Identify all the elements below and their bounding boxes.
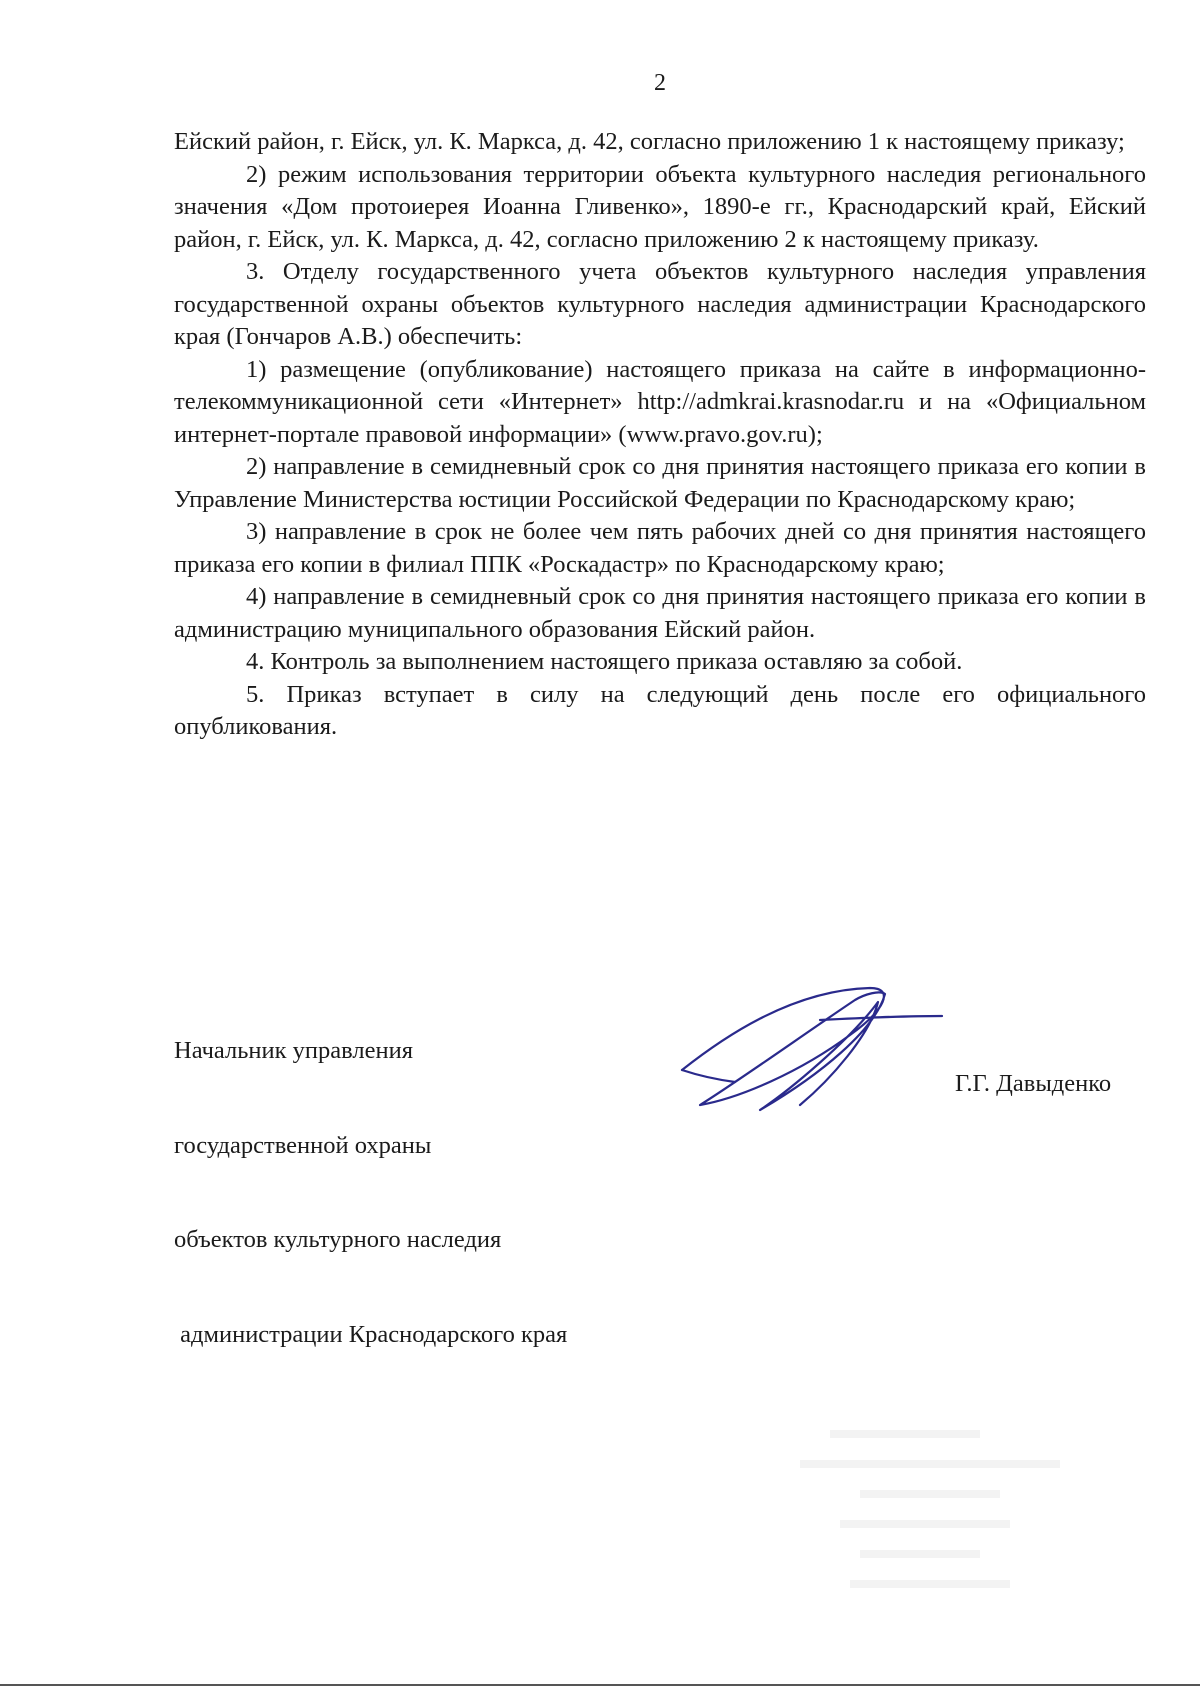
signatory-title-line: Начальник управления xyxy=(174,1037,413,1064)
paragraph-5: 2) направление в семидневный срок со дня принятия настоящего приказа его копии в Управление Министерства юстиции Российской Федерации по Краснодарскому краю; xyxy=(174,453,1146,513)
paragraph-9: 5. Приказ вступает в силу на следующий день после его официального опубликования. xyxy=(174,680,1146,740)
paragraph-2: 2) режим использования территории объекта культурного наследия регионального значения «Дом протоиерея Иоанна Гливенко», 1890-е гг., Краснодарский край, Ейский район, г. Ейск, ул. К. Маркса, д. 42, согласно приложению 2 к настоящему приказу. xyxy=(174,160,1146,253)
paragraph-6: 3) направление в срок не более чем пять рабочих дней со дня принятия настоящего приказа его копии в филиал ППК «Роскадастр» по Краснодарскому краю; xyxy=(174,518,1146,578)
paragraph-3: 3. Отделу государственного учета объектов культурного наследия управления государственной охраны объектов культурного наследия администрации Краснодарского края (Гончаров А.В.) обеспечить: xyxy=(174,258,1146,350)
faded-stamp-icon xyxy=(710,1420,1140,1620)
page-bottom-edge xyxy=(0,1684,1200,1686)
paragraph-7: 4) направление в семидневный срок со дня принятия настоящего приказа его копии в администрацию муниципального образования Ейский район. xyxy=(174,583,1146,643)
signatory-title-line: администрации Краснодарского края xyxy=(174,1320,568,1348)
handwritten-signature-icon xyxy=(680,980,950,1120)
document-body xyxy=(174,126,1146,744)
paragraph-8: 4. Контроль за выполнением настоящего приказа оставляю за собой. xyxy=(246,648,963,675)
signer-name: Г.Г. Давыденко xyxy=(955,1070,1112,1097)
signatory-title-line: объектов культурного наследия xyxy=(174,1226,502,1253)
paragraph-1: Ейский район, г. Ейск, ул. К. Маркса, д. 42, согласно приложению 1 к настоящему приказу; xyxy=(174,128,1125,155)
page-number: 2 xyxy=(654,70,666,96)
signatory-title xyxy=(174,972,567,1382)
signatory-title-line: государственной охраны xyxy=(174,1131,432,1159)
paragraph-4: 1) размещение (опубликование) настоящего приказа на сайте в информационно-телекоммуникационной сети «Интернет» http://admkrai.krasnodar.ru и на «Официальном интернет-портале правовой информации» (www.pravo.gov.ru); xyxy=(174,355,1146,448)
